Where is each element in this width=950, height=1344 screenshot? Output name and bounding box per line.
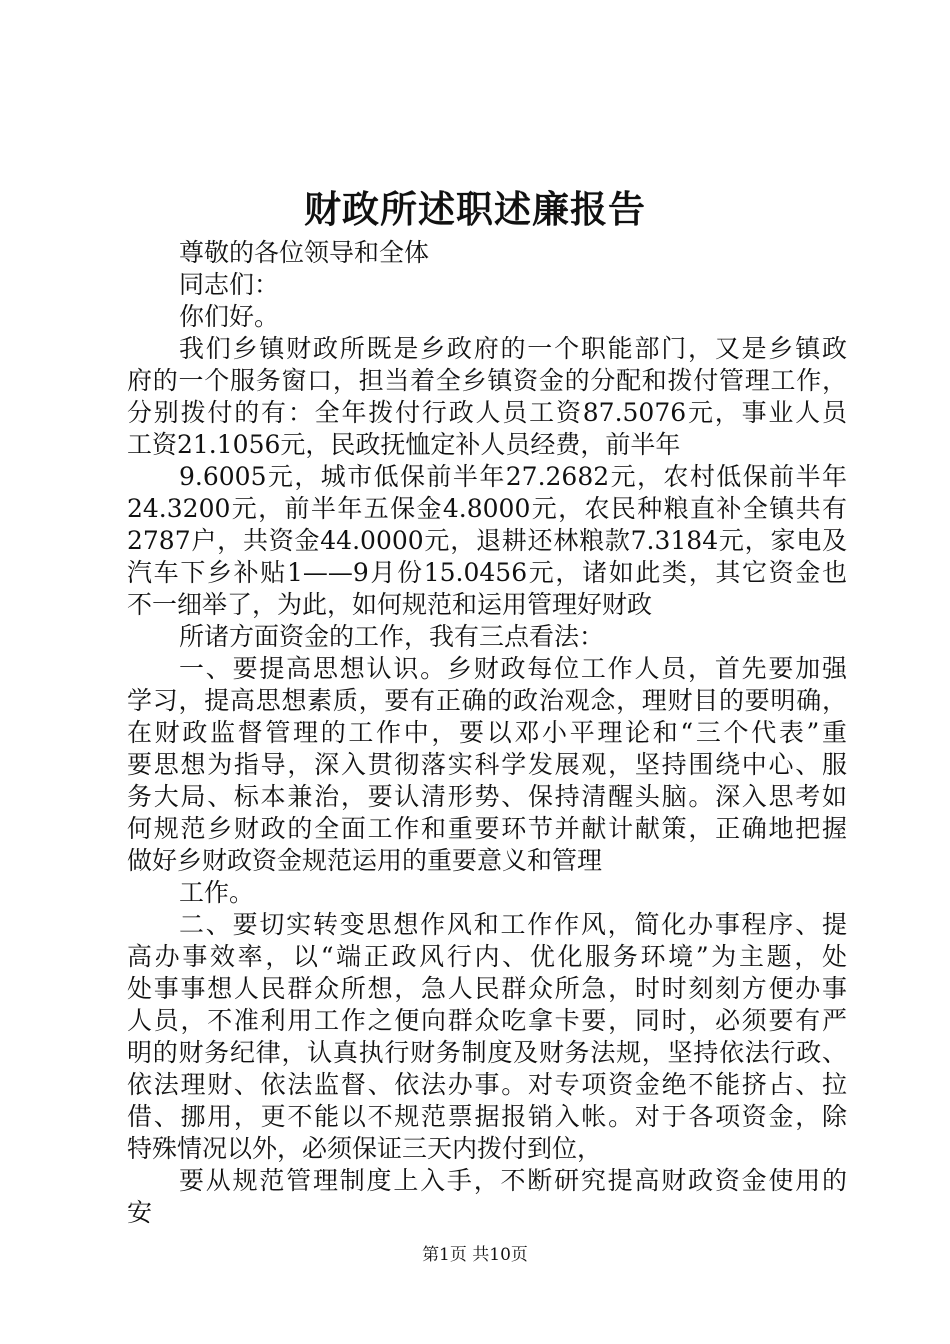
body-line: 工资21.1056元，民政抚恤定补人员经费，前半年 (127, 430, 681, 459)
body-line: 人员，不准利用工作之便向群众吃拿卡要，同时，必须要有严 (127, 1006, 847, 1035)
body-line: 9.6005元，城市低保前半年27.2682元，农村低保前半年 (179, 462, 847, 491)
document-title: 财政所述职述廉报告 (304, 187, 646, 231)
body-line: 我们乡镇财政所既是乡政府的一个职能部门，又是乡镇政 (179, 334, 847, 363)
body-line: 所诸方面资金的工作，我有三点看法： (179, 622, 605, 651)
body-line: 2787户，共资金44.0000元，退耕还林粮款7.3184元，家电及 (127, 526, 847, 555)
body-line: 明的财务纪律，认真执行财务制度及财务法规，坚持依法行政、 (127, 1038, 847, 1067)
body-line: 要从规范管理制度上入手，不断研究提高财政资金使用的 (179, 1166, 847, 1195)
body-line: 做好乡财政资金规范运用的重要意义和管理 (127, 846, 603, 875)
body-line: 24.3200元，前半年五保金4.8000元，农民种粮直补全镇共有 (127, 494, 847, 523)
body-line: 何规范乡财政的全面工作和重要环节并献计献策，正确地把握 (127, 814, 847, 843)
body-line: 一、要提高思想认识。乡财政每位工作人员，首先要加强 (179, 654, 847, 683)
body-line: 安 (127, 1198, 153, 1227)
body-line: 务大局、标本兼治，要认清形势、保持清醒头脑。深入思考如 (127, 782, 847, 811)
document-body (127, 237, 847, 1229)
body-line: 二、要切实转变思想作风和工作作风，简化办事程序、提 (179, 910, 847, 939)
body-line: 特殊情况以外，必须保证三天内拨付到位， (127, 1134, 603, 1163)
body-line: 高办事效率，以“端正政风行内、优化服务环境”为主题，处 (127, 942, 847, 971)
body-line: 分别拨付的有：全年拨付行政人员工资87.5076元，事业人员 (127, 398, 847, 427)
body-line: 汽车下乡补贴1——9月份15.0456元，诸如此类，其它资金也 (127, 558, 847, 587)
body-line: 依法理财、依法监督、依法办事。对专项资金绝不能挤占、拉 (127, 1070, 847, 1099)
body-line: 你们好。 (179, 302, 280, 331)
page-number-footer: 第1页 共10页 (422, 1245, 528, 1265)
body-line: 不一细举了，为此，如何规范和运用管理好财政 (127, 590, 653, 619)
body-line: 在财政监督管理的工作中，要以邓小平理论和“三个代表”重 (127, 718, 847, 747)
body-line: 处事事想人民群众所想，急人民群众所急，时时刻刻方便办事 (127, 974, 847, 1003)
body-line: 借、挪用，更不能以不规范票据报销入帐。对于各项资金，除 (127, 1102, 847, 1131)
body-line: 学习，提高思想素质，要有正确的政治观念，理财目的要明确， (127, 686, 847, 715)
body-line: 尊敬的各位领导和全体 (179, 238, 430, 267)
body-line: 工作。 (179, 878, 255, 907)
body-line: 要思想为指导，深入贯彻落实科学发展观，坚持围绕中心、服 (127, 750, 847, 779)
body-line: 府的一个服务窗口，担当着全乡镇资金的分配和拨付管理工作， (127, 366, 847, 395)
body-line: 同志们： (179, 270, 280, 299)
